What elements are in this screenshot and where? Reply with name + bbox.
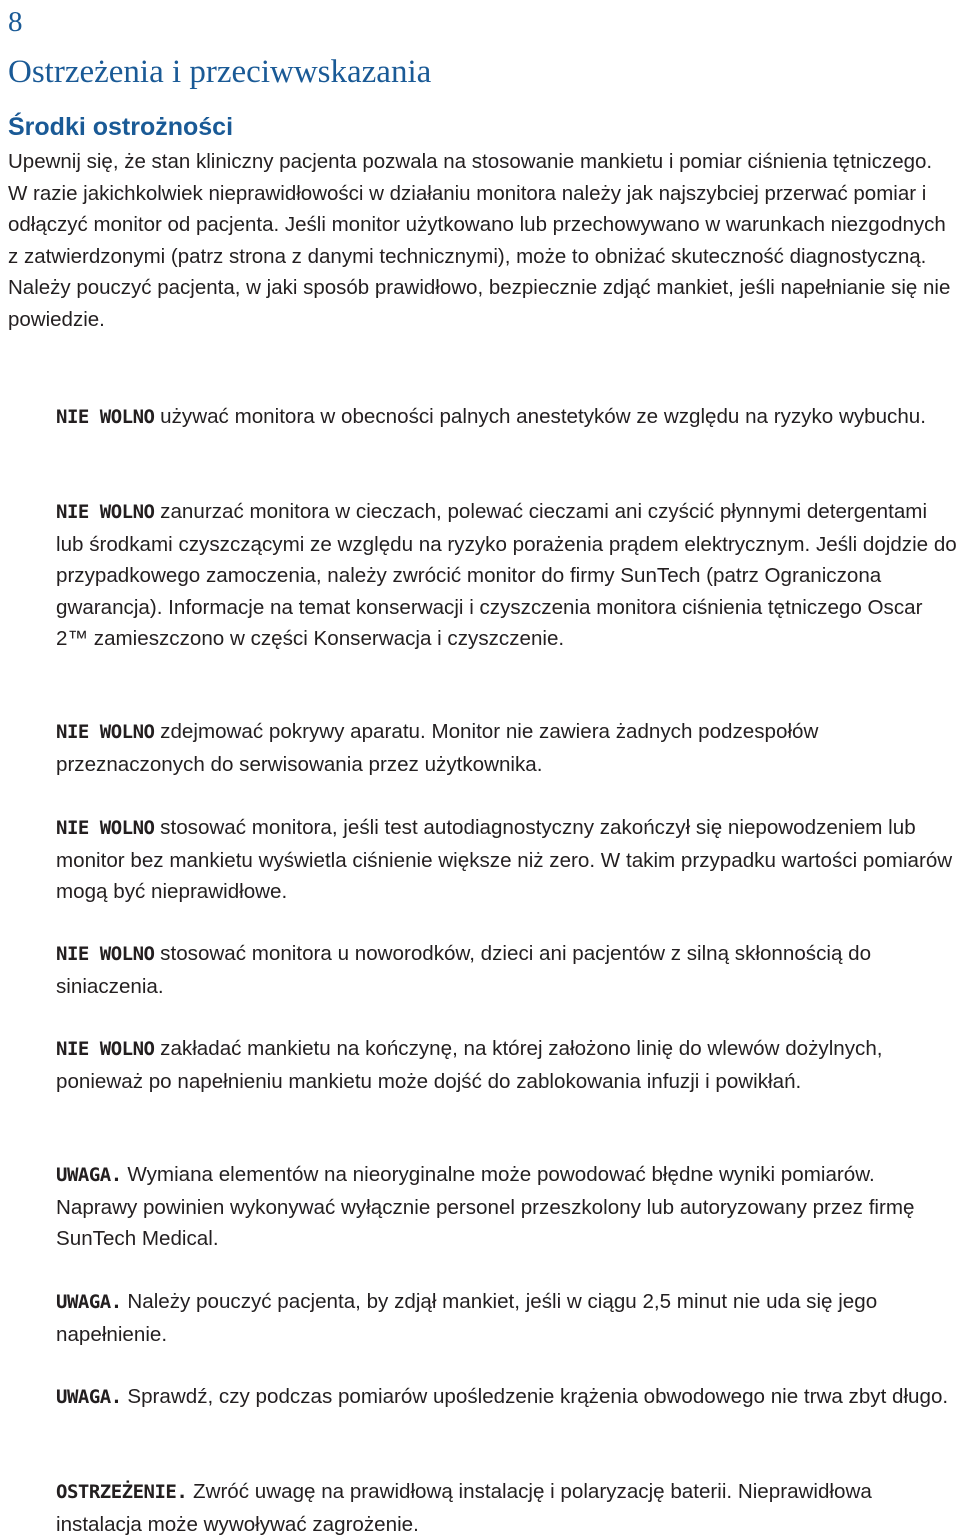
warning-keyword: NIE WOLNO [56,721,155,743]
danger-paragraph [56,1476,960,1540]
warning-keyword: NIE WOLNO [56,817,155,839]
warning-paragraph [56,938,960,1002]
warning-keyword: NIE WOLNO [56,943,155,965]
page-number: 8 [8,6,23,38]
warning-text: używać monitora w obecności palnych anestetyków ze względu na ryzyko wybuchu. [154,405,926,428]
caution-paragraph [56,1159,960,1255]
warning-keyword: NIE WOLNO [56,501,155,523]
warning-paragraph [56,716,960,780]
chapter-title: Ostrzeżenia i przeciwwskazania [8,54,432,90]
warning-text: stosować monitora u noworodków, dzieci ani pacjentów z silną skłonnością do siniaczenia. [56,942,872,998]
warning-paragraph [56,401,960,434]
caution-paragraph [56,1286,960,1350]
warning-text: stosować monitora, jeśli test autodiagnostyczny zakończył się niepowodzeniem lub monitor bez mankietu wyświetla ciśnienie większe niż zero. W takim przypadku wartości pomiarów mogą być nieprawidłowe. [56,816,953,903]
caution-keyword: UWAGA. [56,1164,122,1186]
section-heading: Środki ostrożności [8,113,234,141]
warning-keyword: NIE WOLNO [56,406,155,428]
warning-text: zakładać mankietu na kończynę, na której założono linię do wlewów dożylnych, ponieważ po napełnieniu mankietu może dojść do zablokowania infuzji i powikłań. [56,1037,883,1093]
warning-text: zdejmować pokrywy aparatu. Monitor nie zawiera żadnych podzespołów przeznaczonych do serwisowania przez użytkownika. [56,720,819,776]
warning-paragraph [56,812,960,908]
caution-text: Wymiana elementów na nieoryginalne może powodować błędne wyniki pomiarów. Naprawy powinien wykonywać wyłącznie personel przeszkolony lub autoryzowany przez firmę SunTech Medical. [56,1163,915,1250]
warning-paragraph [56,496,960,655]
warning-paragraph [56,1033,960,1097]
danger-keyword: OSTRZEŻENIE. [56,1481,188,1503]
caution-text: Sprawdź, czy podczas pomiarów upośledzenie krążenia obwodowego nie trwa zbyt długo. [121,1385,949,1408]
caution-keyword: UWAGA. [56,1386,122,1408]
caution-keyword: UWAGA. [56,1291,122,1313]
warning-text: zanurzać monitora w cieczach, polewać cieczami ani czyścić płynnymi detergentami lub środkami czyszczącymi ze względu na ryzyko porażenia prądem elektrycznym. Jeśli dojdzie do przypadkowego zamoczenia, należy zwrócić monitor do firmy SunTech (patrz Ograniczona gwarancja). Informacje na temat konserwacji i czyszczenia monitora ciśnienia tętniczego Oscar 2™ zamieszczono w części Konserwacja i czyszczenie. [56,500,957,650]
caution-text: Należy pouczyć pacjenta, by zdjął mankiet, jeśli w ciągu 2,5 minut nie uda się jego napełnienie. [56,1290,878,1346]
caution-paragraph [56,1381,960,1414]
danger-text: Zwróć uwagę na prawidłową instalację i polaryzację baterii. Nieprawidłowa instalacja może wywoływać zagrożenie. [56,1480,872,1536]
warning-keyword: NIE WOLNO [56,1038,155,1060]
intro-paragraph: Upewnij się, że stan kliniczny pacjenta pozwala na stosowanie mankietu i pomiar ciśnienia tętniczego. W razie jakichkolwiek nieprawidłowości w działaniu monitora należy jak najszybciej przerwać pomiar i odłączyć monitor od pacjenta. Jeśli monitor użytkowano lub przechowywano w warunkach niezgodnych z zatwierdzonymi (patrz strona z danymi technicznymi), może to obniżać skuteczność diagnostyczną. Należy pouczyć pacjenta, w jaki sposób prawidłowo, bezpiecznie zdjąć mankiet, jeśli napełnianie się nie powiedzie. [8,150,951,331]
